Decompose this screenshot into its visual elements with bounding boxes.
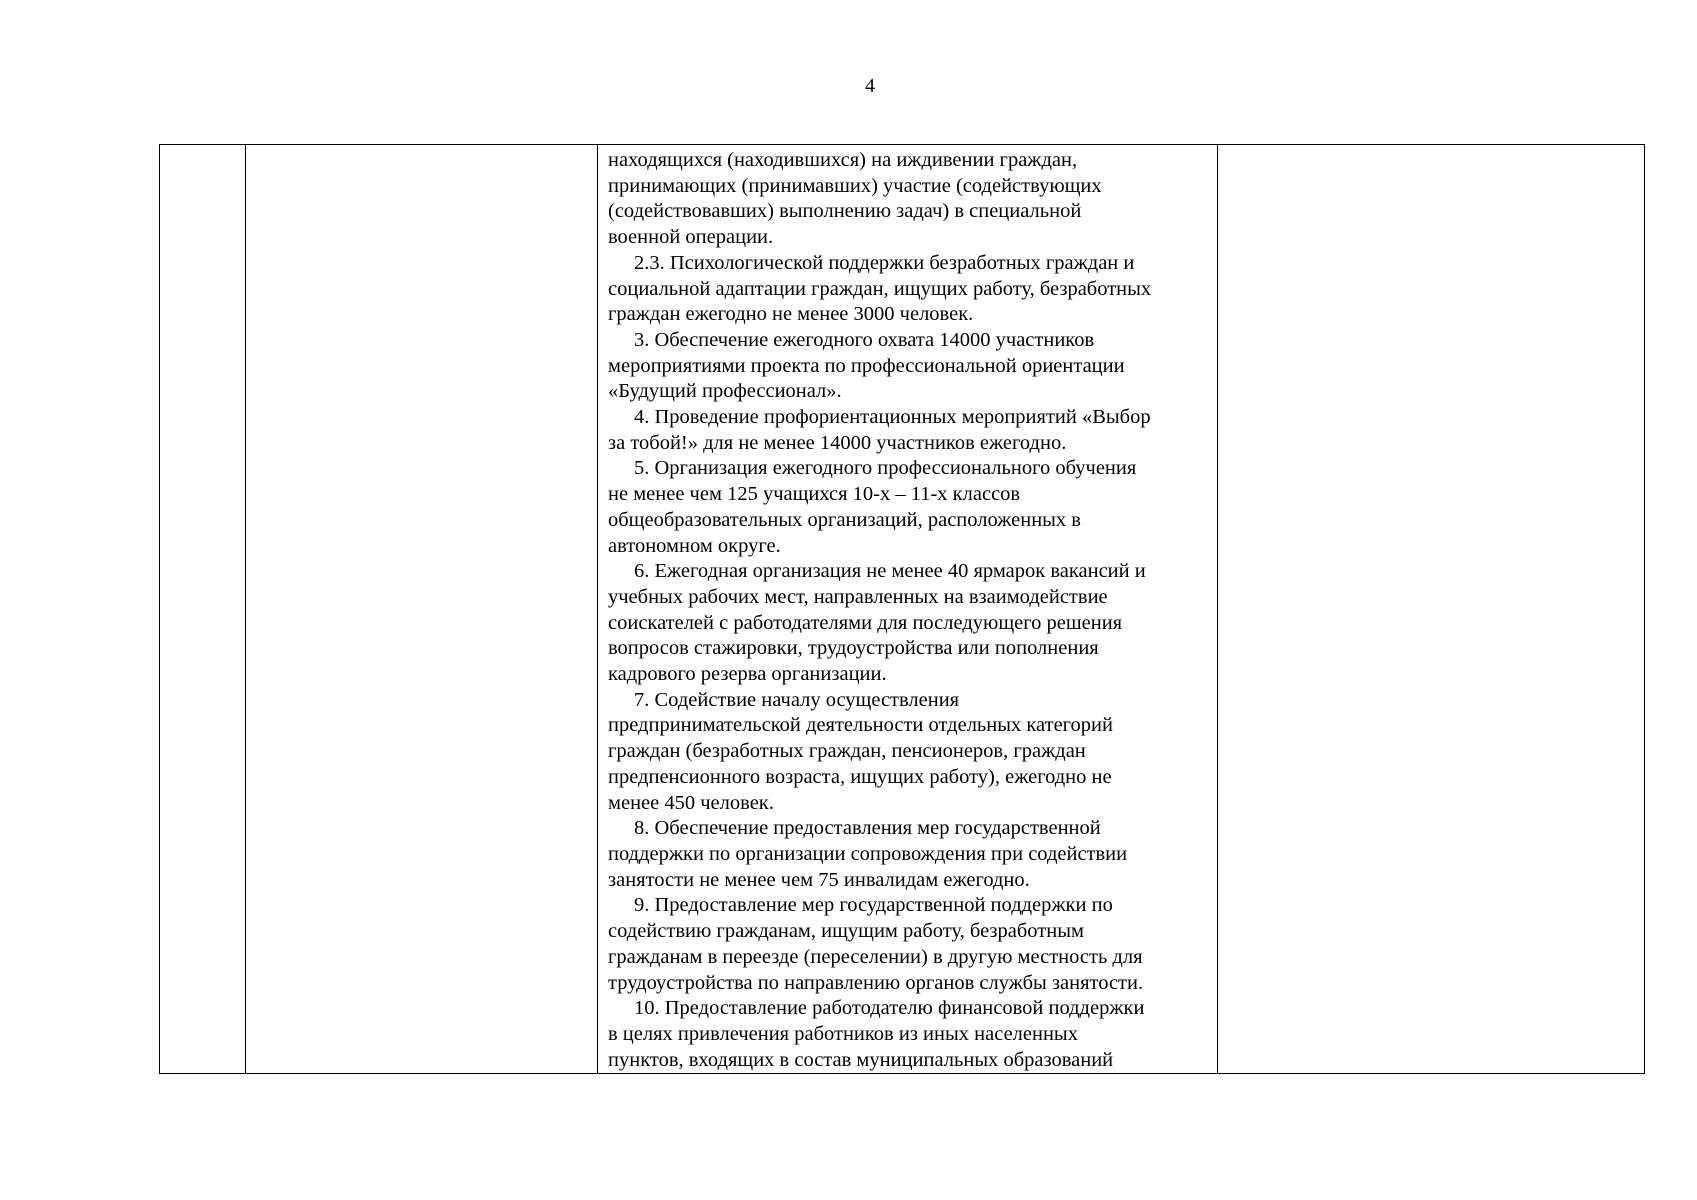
table-cell-content	[598, 145, 1218, 1074]
content-line: 10. Предоставление работодателю финансовой поддержки	[634, 997, 1145, 1020]
table-cell-name	[246, 145, 598, 1074]
content-line: вопросов стажировки, трудоустройства или пополнения	[608, 637, 1099, 660]
content-line: автономном округе.	[608, 534, 781, 557]
content-line: за тобой!» для не менее 14000 участников ежегодно.	[608, 431, 1067, 454]
content-line: 3. Обеспечение ежегодного охвата 14000 участников	[634, 328, 1095, 351]
content-line: менее 450 человек.	[608, 791, 774, 814]
content-line: трудоустройства по направлению органов службы занятости.	[608, 971, 1144, 994]
content-line: общеобразовательных организаций, расположенных в	[608, 508, 1081, 531]
content-line: 6. Ежегодная организация не менее 40 ярмарок вакансий и	[634, 560, 1146, 583]
content-line: 7. Содействие началу осуществления	[634, 688, 960, 711]
content-line: в целях привлечения работников из иных населенных	[608, 1022, 1078, 1045]
content-line: поддержки по организации сопровождения при содействии	[608, 842, 1128, 865]
content-line: 9. Предоставление мер государственной поддержки по	[634, 894, 1113, 917]
content-line: граждан ежегодно не менее 3000 человек.	[608, 303, 974, 326]
content-line: 4. Проведение профориентационных мероприятий «Выбор	[634, 406, 1151, 429]
table-row	[160, 145, 1645, 1074]
content-line: кадрового резерва организации.	[608, 663, 887, 686]
table-cell-number	[160, 145, 246, 1074]
content-line: предпенсионного возраста, ищущих работу), ежегодно не	[608, 765, 1112, 788]
page-number: 4	[865, 75, 875, 97]
content-line: предпринимательской деятельности отдельных категорий	[608, 714, 1114, 737]
table-cell-notes	[1218, 145, 1645, 1074]
content-line: мероприятиями проекта по профессиональной ориентации	[608, 354, 1125, 377]
content-line: «Будущий профессионал».	[608, 380, 842, 403]
content-line: принимающих (принимавших) участие (содействующих	[608, 174, 1102, 197]
content-line: соискателей с работодателями для последующего решения	[608, 611, 1123, 634]
content-line: не менее чем 125 учащихся 10-х – 11-х классов	[608, 483, 1021, 506]
content-line: занятости не менее чем 75 инвалидам ежегодно.	[608, 868, 1030, 891]
content-line: социальной адаптации граждан, ищущих работу, безработных	[608, 277, 1152, 300]
content-line: учебных рабочих мест, направленных на взаимодействие	[608, 585, 1108, 608]
content-line: (содействовавших) выполнению задач) в специальной	[608, 200, 1082, 223]
content-line: содействию гражданам, ищущим работу, безработным	[608, 920, 1084, 943]
document-table	[159, 144, 1645, 1074]
content-line: граждан (безработных граждан, пенсионеров, граждан	[608, 740, 1086, 763]
content-line: 2.3. Психологической поддержки безработных граждан и	[634, 251, 1135, 274]
content-line: пунктов, входящих в состав муниципальных образований	[608, 1048, 1114, 1071]
content-line: находящихся (находившихся) на иждивении граждан,	[608, 149, 1078, 171]
content-line: военной операции.	[608, 226, 774, 249]
content-line: 5. Организация ежегодного профессионального обучения	[634, 457, 1137, 480]
content-line: 8. Обеспечение предоставления мер государственной	[634, 817, 1101, 840]
content-line: гражданам в переезде (переселении) в другую местность для	[608, 945, 1143, 968]
